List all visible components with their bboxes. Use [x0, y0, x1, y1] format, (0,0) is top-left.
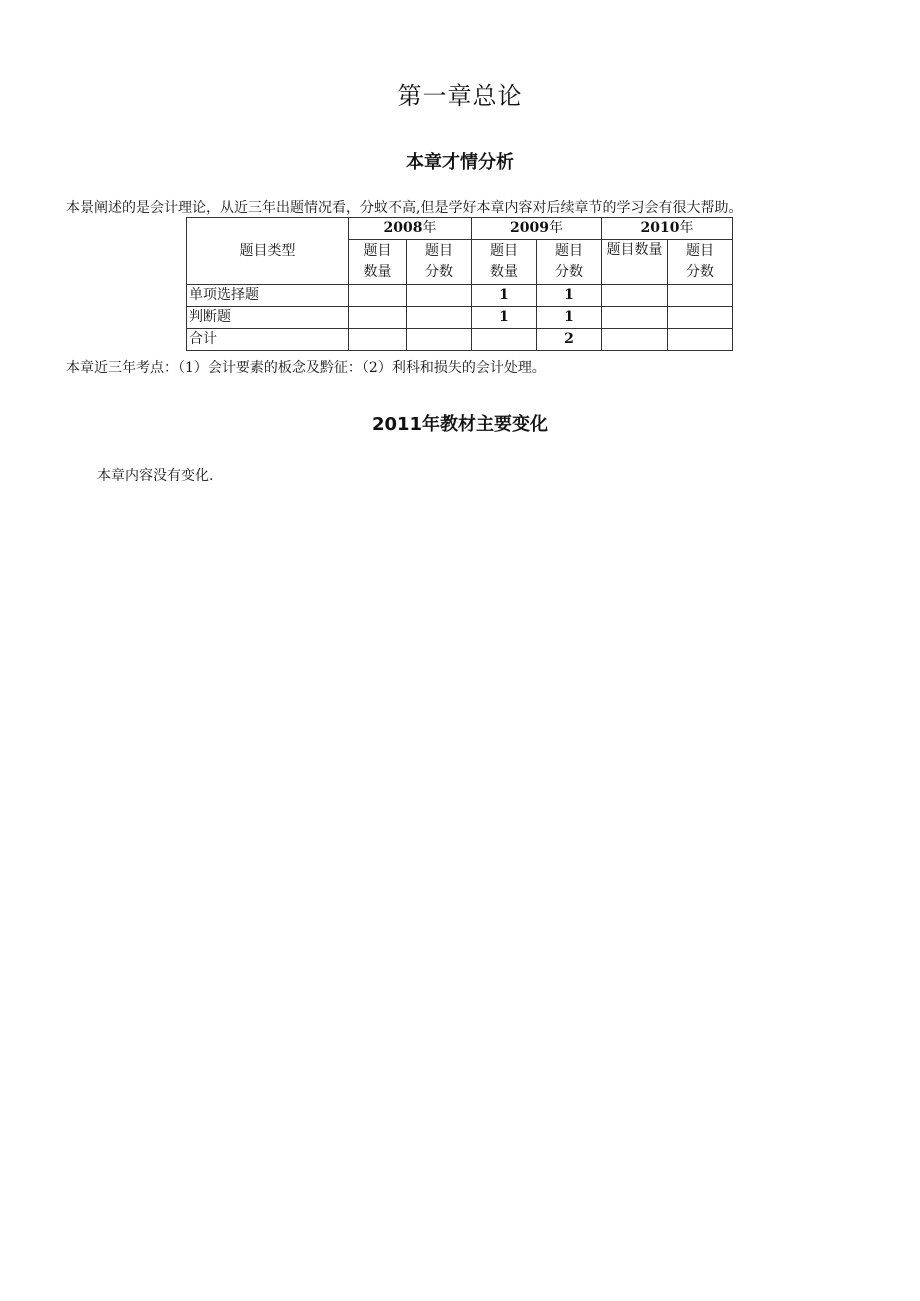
intro-paragraph: 本景阐述的是会计理论，从近三年出题情况看，分蚊不高,但是学好本章内容对后续章节的学习会有很大帮助。: [66, 200, 743, 216]
type-header-cell: [187, 218, 349, 285]
year-suffix: 年: [679, 220, 694, 236]
type-header-label: 题目类型: [239, 242, 296, 259]
row-label: 单项选择题: [187, 285, 349, 307]
table-cell: [349, 307, 407, 329]
year-suffix: 年: [548, 220, 563, 236]
key-points-paragraph: 本章近三年考点：（1）会计要素的板念及黔征：（2）利科和损失的会计处理。: [66, 360, 546, 376]
row-label: 判断题: [187, 307, 349, 329]
table-cell: [349, 285, 407, 307]
section-heading-analysis: 本章才情分析: [406, 152, 514, 173]
chapter-title: 第一章总论: [397, 82, 523, 110]
table-cell: [602, 307, 668, 329]
table-cell: [602, 285, 668, 307]
section-heading-changes: 2011年教材主要变化: [371, 414, 549, 435]
table-row: [187, 285, 733, 307]
subheader-count: 题目 数量: [472, 240, 537, 285]
year-suffix: 年: [422, 220, 437, 236]
table-cell: 2: [537, 329, 602, 351]
table-cell: [472, 329, 537, 351]
table-cell: 1: [537, 307, 602, 329]
subheader-count: 题目 数量: [349, 240, 407, 285]
year-label: 2008: [383, 220, 423, 236]
table-cell: [668, 307, 733, 329]
row-label: 合计: [187, 329, 349, 351]
table-row: [187, 307, 733, 329]
subheader-score: 题目 分数: [407, 240, 472, 285]
table-cell: 1: [472, 285, 537, 307]
subheader-count-2010: 题目数量: [602, 240, 668, 285]
subheader-score: 题目 分数: [668, 240, 733, 285]
year-header-2009: [472, 218, 602, 240]
table-cell: 1: [537, 285, 602, 307]
table-cell: [407, 307, 472, 329]
table-cell: [349, 329, 407, 351]
exam-stats-table: [186, 217, 733, 351]
table-cell: [407, 329, 472, 351]
table-row: [187, 329, 733, 351]
table-cell: [668, 329, 733, 351]
table-cell: [668, 285, 733, 307]
table-cell: [602, 329, 668, 351]
subheader-score: 题目 分数: [537, 240, 602, 285]
year-header-2010: [602, 218, 733, 240]
table-cell: 1: [472, 307, 537, 329]
year-label: 2009: [510, 220, 549, 236]
table-cell: [407, 285, 472, 307]
table-header-row: [187, 218, 733, 240]
year-header-2008: [349, 218, 472, 240]
changes-paragraph: 本章内容没有变化.: [97, 468, 214, 484]
year-label: 2010: [640, 220, 680, 236]
